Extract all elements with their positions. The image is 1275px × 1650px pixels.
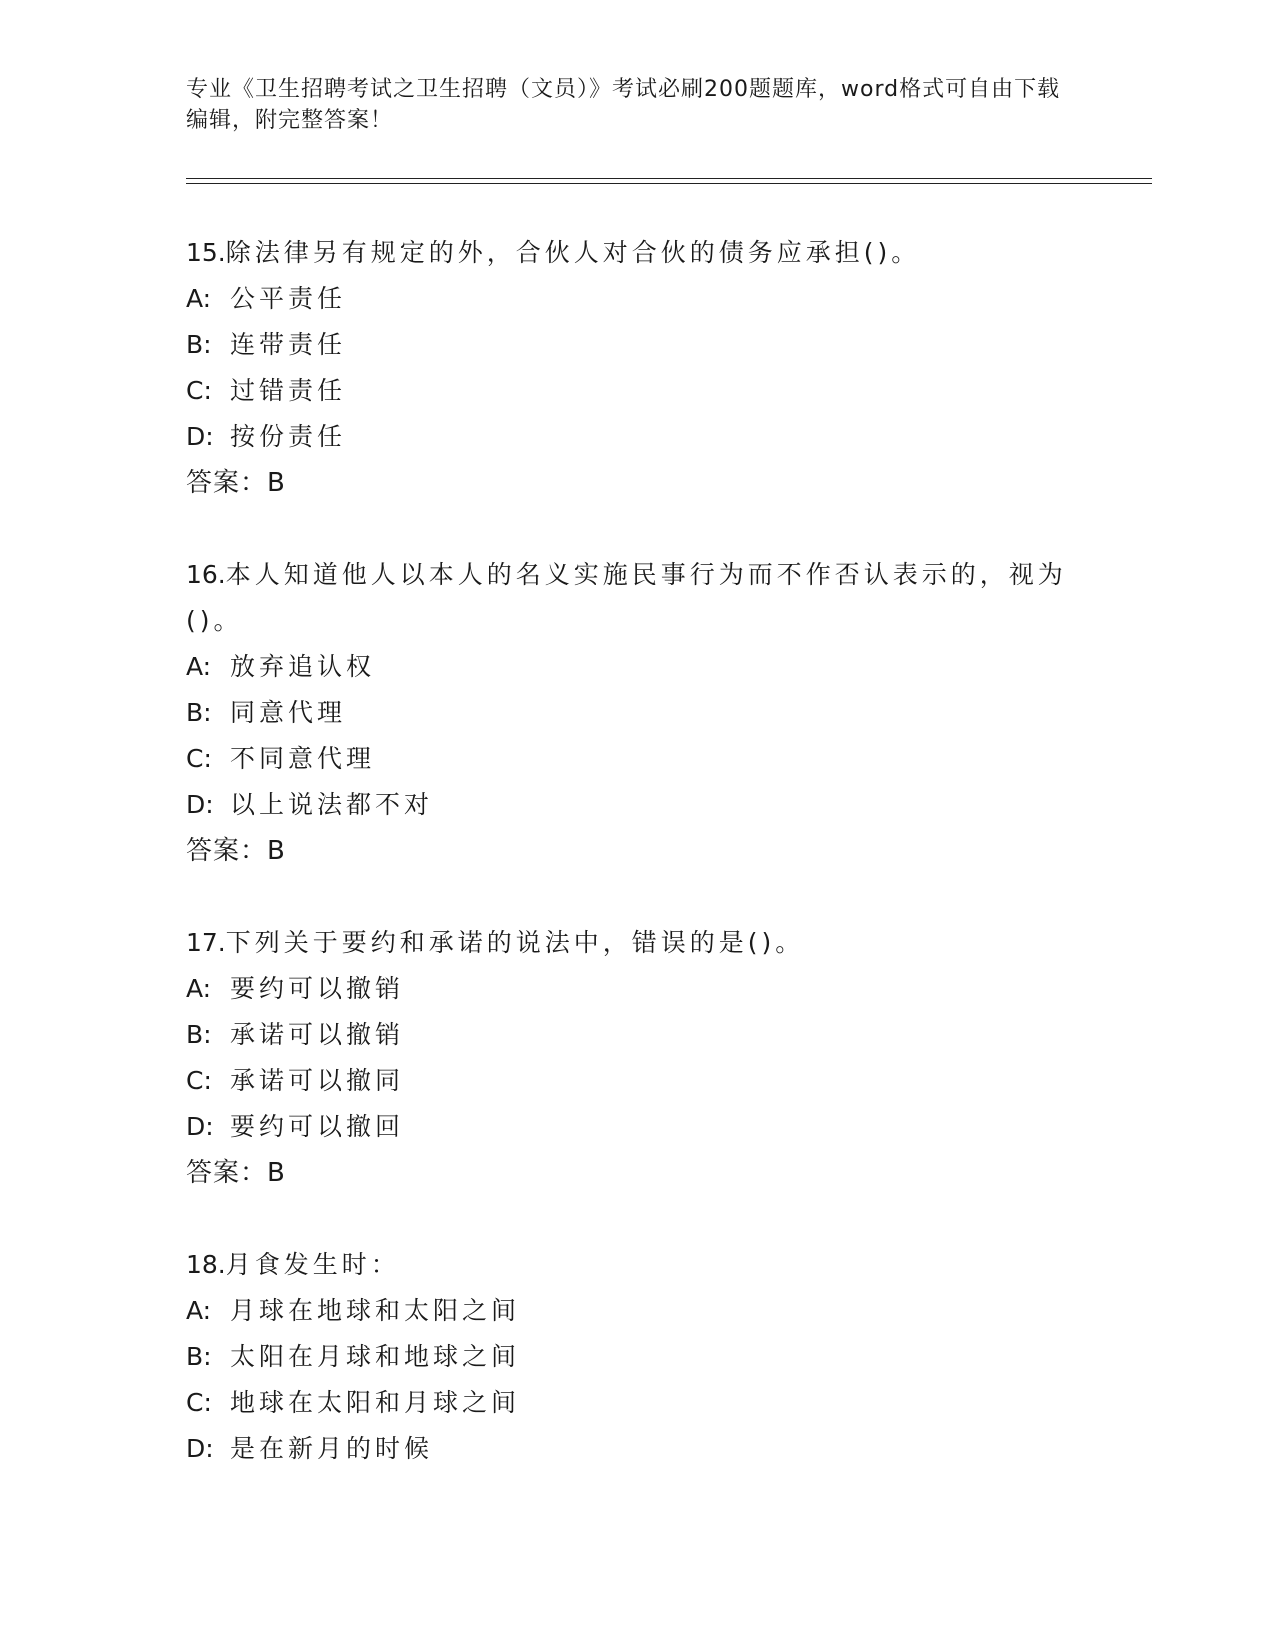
option-text: 是在新月的时候 xyxy=(230,1434,434,1463)
option-letter: C: xyxy=(186,1388,212,1417)
option-b xyxy=(186,1012,1086,1058)
option-text: 地球在太阳和月球之间 xyxy=(230,1388,521,1417)
option-letter: B: xyxy=(186,1342,212,1371)
option-letter: D: xyxy=(186,422,214,451)
option-text: 连带责任 xyxy=(230,330,347,359)
question-number: 18. xyxy=(186,1250,226,1279)
question-stem xyxy=(186,920,1086,966)
header-divider-top xyxy=(186,178,1152,179)
question-17 xyxy=(186,920,1086,1196)
option-d xyxy=(186,414,1086,460)
option-d xyxy=(186,1104,1086,1150)
question-text: 下列关于要约和承诺的说法中，错误的是()。 xyxy=(225,928,805,957)
question-number: 15. xyxy=(186,238,226,267)
option-b xyxy=(186,322,1086,368)
option-c xyxy=(186,1380,1086,1426)
option-text: 太阳在月球和地球之间 xyxy=(230,1342,521,1371)
question-15 xyxy=(186,230,1086,506)
option-letter: C: xyxy=(186,1066,212,1095)
question-stem xyxy=(186,552,1086,644)
option-letter: B: xyxy=(186,698,212,727)
header-divider-bottom xyxy=(186,183,1152,184)
option-text: 要约可以撤回 xyxy=(230,1112,405,1141)
option-text: 要约可以撤销 xyxy=(230,974,405,1003)
option-letter: D: xyxy=(186,1112,214,1141)
document-header: 专业《卫生招聘考试之卫生招聘（文员）》考试必刷200题题库，word格式可自由下载编辑，附完整答案！ xyxy=(186,77,1061,133)
question-18 xyxy=(186,1242,1086,1472)
option-text: 同意代理 xyxy=(230,698,347,727)
option-letter: C: xyxy=(186,376,212,405)
option-a xyxy=(186,276,1086,322)
question-number: 17. xyxy=(186,928,226,957)
option-text: 不同意代理 xyxy=(230,744,376,773)
option-a xyxy=(186,966,1086,1012)
option-text: 过错责任 xyxy=(230,376,347,405)
option-text: 公平责任 xyxy=(230,284,347,313)
option-letter: B: xyxy=(186,330,212,359)
question-16 xyxy=(186,552,1086,874)
answer-line: 答案：B xyxy=(186,468,286,498)
option-text: 按份责任 xyxy=(230,422,347,451)
option-letter: D: xyxy=(186,1434,214,1463)
option-c xyxy=(186,1058,1086,1104)
option-letter: A: xyxy=(186,974,212,1003)
question-text: 月食发生时： xyxy=(225,1250,400,1279)
question-text: 本人知道他人以本人的名义实施民事行为而不作否认表示的，视为()。 xyxy=(186,560,1067,635)
option-a xyxy=(186,644,1086,690)
option-b xyxy=(186,690,1086,736)
option-letter: D: xyxy=(186,790,214,819)
option-letter: A: xyxy=(186,652,212,681)
option-letter: B: xyxy=(186,1020,212,1049)
question-stem xyxy=(186,230,1086,276)
option-text: 以上说法都不对 xyxy=(230,790,434,819)
option-letter: A: xyxy=(186,1296,212,1325)
question-text: 除法律另有规定的外，合伙人对合伙的债务应承担()。 xyxy=(225,238,921,267)
question-stem xyxy=(186,1242,1086,1288)
option-text: 承诺可以撤销 xyxy=(230,1020,405,1049)
question-list xyxy=(186,230,1086,1518)
answer-line: 答案：B xyxy=(186,1158,286,1188)
option-letter: C: xyxy=(186,744,212,773)
option-text: 承诺可以撤同 xyxy=(230,1066,405,1095)
option-c xyxy=(186,736,1086,782)
option-text: 放弃追认权 xyxy=(230,652,376,681)
option-c xyxy=(186,368,1086,414)
question-number: 16. xyxy=(186,560,226,589)
option-a xyxy=(186,1288,1086,1334)
option-letter: A: xyxy=(186,284,212,313)
option-text: 月球在地球和太阳之间 xyxy=(230,1296,521,1325)
option-d xyxy=(186,1426,1086,1472)
option-b xyxy=(186,1334,1086,1380)
answer-line: 答案：B xyxy=(186,836,286,866)
option-d xyxy=(186,782,1086,828)
